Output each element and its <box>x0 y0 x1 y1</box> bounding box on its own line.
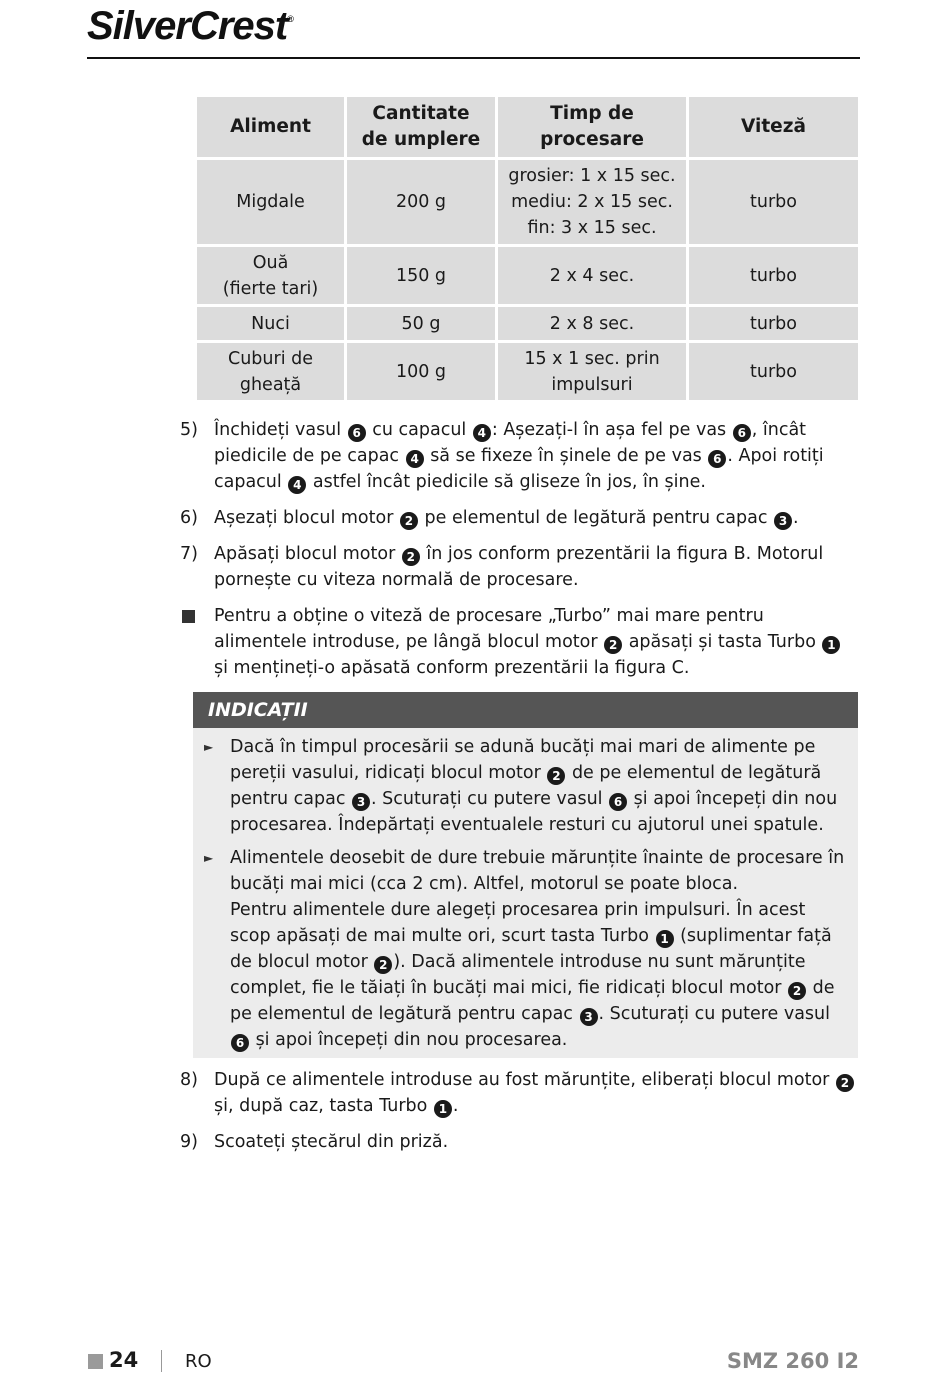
table-cell: Ouă (fierte tari) <box>196 246 346 306</box>
step-7 <box>180 541 858 593</box>
language-code: RO <box>185 1351 212 1372</box>
header-rule <box>87 57 860 59</box>
table-cell: turbo <box>688 246 860 306</box>
callout-6: 6 <box>708 450 726 468</box>
callout-2: 2 <box>400 512 418 530</box>
table-cell: 2 x 8 sec. <box>497 306 688 342</box>
step-text: Scoateți ștecărul din priză. <box>214 1132 449 1152</box>
callout-6: 6 <box>609 793 627 811</box>
table-cell: turbo <box>688 159 860 246</box>
footer-divider <box>161 1350 162 1372</box>
note-2 <box>204 845 850 1053</box>
table-cell: Nuci <box>196 306 346 342</box>
step-9 <box>180 1129 858 1155</box>
table-cell: 50 g <box>346 306 497 342</box>
col-header-timp: Timp de procesare <box>497 96 688 159</box>
col-header-viteza: Viteză <box>688 96 860 159</box>
page-number: 24 <box>109 1348 139 1372</box>
step-6 <box>180 505 858 531</box>
table-cell: 200 g <box>346 159 497 246</box>
square-bullet-icon <box>182 610 195 623</box>
table-header-row <box>196 96 860 159</box>
processing-table <box>194 94 861 403</box>
callout-4: 4 <box>288 476 306 494</box>
step-number: 7) <box>180 544 198 564</box>
callout-6: 6 <box>231 1034 249 1052</box>
triangle-arrow-icon: ► <box>204 740 214 754</box>
table-cell: grosier: 1 x 15 sec. mediu: 2 x 15 sec. fin: 3 x 15 sec. <box>497 159 688 246</box>
table-cell: Migdale <box>196 159 346 246</box>
table-cell: 2 x 4 sec. <box>497 246 688 306</box>
footer-square-icon <box>88 1354 103 1369</box>
turbo-bullet <box>180 603 858 681</box>
callout-2: 2 <box>604 636 622 654</box>
table-cell: 100 g <box>346 342 497 402</box>
step-number: 5) <box>180 420 198 440</box>
table-cell: 15 x 1 sec. prin impulsuri <box>497 342 688 402</box>
callout-3: 3 <box>774 512 792 530</box>
callout-2: 2 <box>836 1074 854 1092</box>
callout-4: 4 <box>473 424 491 442</box>
step-number: 6) <box>180 508 198 528</box>
notes-box <box>193 728 858 1058</box>
model-number: SMZ 260 I2 <box>726 1349 859 1373</box>
note-text: Alimentele deosebit de dure trebuie mărunțite înainte de procesare în bucăți mai mici (cca 2 cm). Altfel, motorul se poate bloca. Pentru alimentele dure alegeți procesarea prin impulsuri. În acest scop apăsați de mai multe ori, scurt tasta Turbo 1 (suplimentar față de blocul motor 2 ). Dacă alimentele introduse nu sunt mărunțite complet, fie le tăiați în bucăți mai mici, fie ridicați blocul motor 2 de pe elementul de legătură pentru capac 3 . Scuturați cu putere vasul 6 și apoi începeți din nou procesarea. <box>230 848 845 1050</box>
brand-logo: SilverCrest® <box>87 4 293 48</box>
table-cell: turbo <box>688 306 860 342</box>
callout-2: 2 <box>374 956 392 974</box>
table-cell: Cuburi de gheață <box>196 342 346 402</box>
table-row <box>196 159 860 246</box>
callout-1: 1 <box>434 1100 452 1118</box>
callout-2: 2 <box>547 767 565 785</box>
col-header-cantitate: Cantitate de umplere <box>346 96 497 159</box>
table-cell: 150 g <box>346 246 497 306</box>
step-text: Apăsați blocul motor 2 în jos conform prezentării la figura B. Motorul pornește cu viteza normală de procesare. <box>214 544 824 590</box>
callout-4: 4 <box>406 450 424 468</box>
step-5 <box>180 417 858 495</box>
col-header-aliment: Aliment <box>196 96 346 159</box>
callout-2: 2 <box>788 982 806 1000</box>
note-text: Dacă în timpul procesării se adună bucăți mai mari de alimente pe pereții vasului, ridicați blocul motor 2 de pe elementul de legătură pentru capac 3 . Scuturați cu putere vasul 6 și apoi începeți din nou procesarea. Îndepărtați eventualele resturi cu ajutorul unei spatule. <box>230 737 838 835</box>
table-row <box>196 306 860 342</box>
table-row <box>196 246 860 306</box>
callout-2: 2 <box>402 548 420 566</box>
triangle-arrow-icon: ► <box>204 851 214 865</box>
step-text: După ce alimentele introduse au fost mărunțite, eliberați blocul motor 2 și, după caz, tasta Turbo 1 . <box>214 1067 858 1119</box>
notes-title: INDICAȚII <box>193 692 858 728</box>
callout-3: 3 <box>352 793 370 811</box>
table-cell: turbo <box>688 342 860 402</box>
callout-6: 6 <box>733 424 751 442</box>
callout-1: 1 <box>656 930 674 948</box>
step-8 <box>180 1067 858 1119</box>
step-number: 9) <box>180 1132 198 1152</box>
note-1 <box>204 734 850 838</box>
table-row <box>196 342 860 402</box>
callout-1: 1 <box>822 636 840 654</box>
step-text: Închideți vasul 6 cu capacul 4 : Așezați-l în așa fel pe vas 6 , încât piedicile de pe capac 4 să se fixeze în șinele de pe vas 6 . Apoi rotiți capacul 4 astfel încât piedicile să gliseze în jos, în șine. <box>214 420 824 492</box>
callout-3: 3 <box>580 1008 598 1026</box>
step-text: Așezați blocul motor 2 pe elementul de legătură pentru capac 3 . <box>214 508 799 528</box>
callout-6: 6 <box>348 424 366 442</box>
bullet-text: Pentru a obține o viteză de procesare „Turbo” mai mare pentru alimentele introduse, pe lângă blocul motor 2 apăsați și tasta Turbo 1 și mențineți-o apăsată conform prezentării la figura C. <box>214 603 858 681</box>
step-number: 8) <box>180 1070 198 1090</box>
